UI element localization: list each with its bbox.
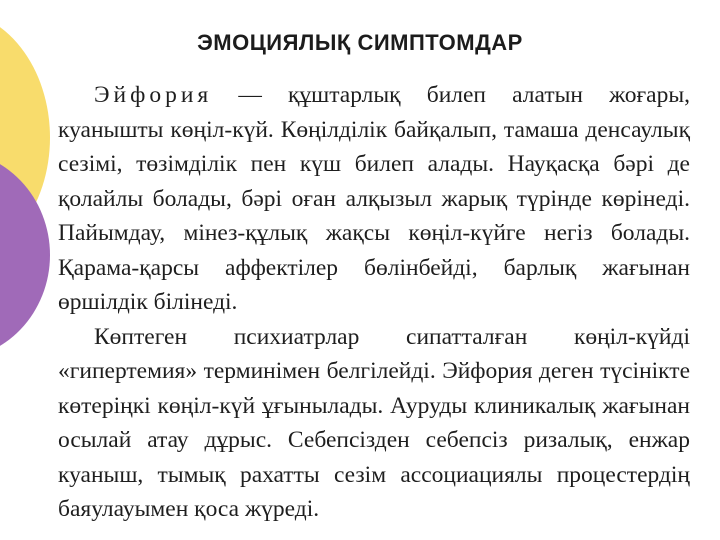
paragraph-hyperthymia: Көптеген психиатрлар сипатталған көңіл-күйді «гипертемия» терминімен белгілейді. Эйфория деген түсінікте көтеріңкі көңіл-күй ұғынылады. Ауруды клиникалық жағынан осылай атау дұрыс. Себепсізден себепсіз ризалық, енжар куаныш, тымық рахатты сезім ассоциациялы процестердің баяулауымен қоса жүреді. [58,323,690,522]
page-title: ЭМОЦИЯЛЫҚ СИМПТОМДАР [197,30,523,55]
paragraph-euphoria-text: — құштарлық билеп алатын жоғары, куанышты көңіл-күй. Көңілділік байқалып, тамаша денсаулық сезімі, төзімділік пен күш билеп алады. Науқасқа бәрі де қолайлы болады, бәрі оған алқызыл жарық түрінде көрінеді. Пайымдау, мінез-құлық жақсы көңіл-күйге негіз болады. Қарама-қарсы аффектілер бөлінбейді, барлық жағынан өршілдік білінеді. [58,82,690,315]
document-body [58,78,690,527]
term-euphoria: Эйфория [94,82,213,108]
paragraph-euphoria [58,78,690,320]
